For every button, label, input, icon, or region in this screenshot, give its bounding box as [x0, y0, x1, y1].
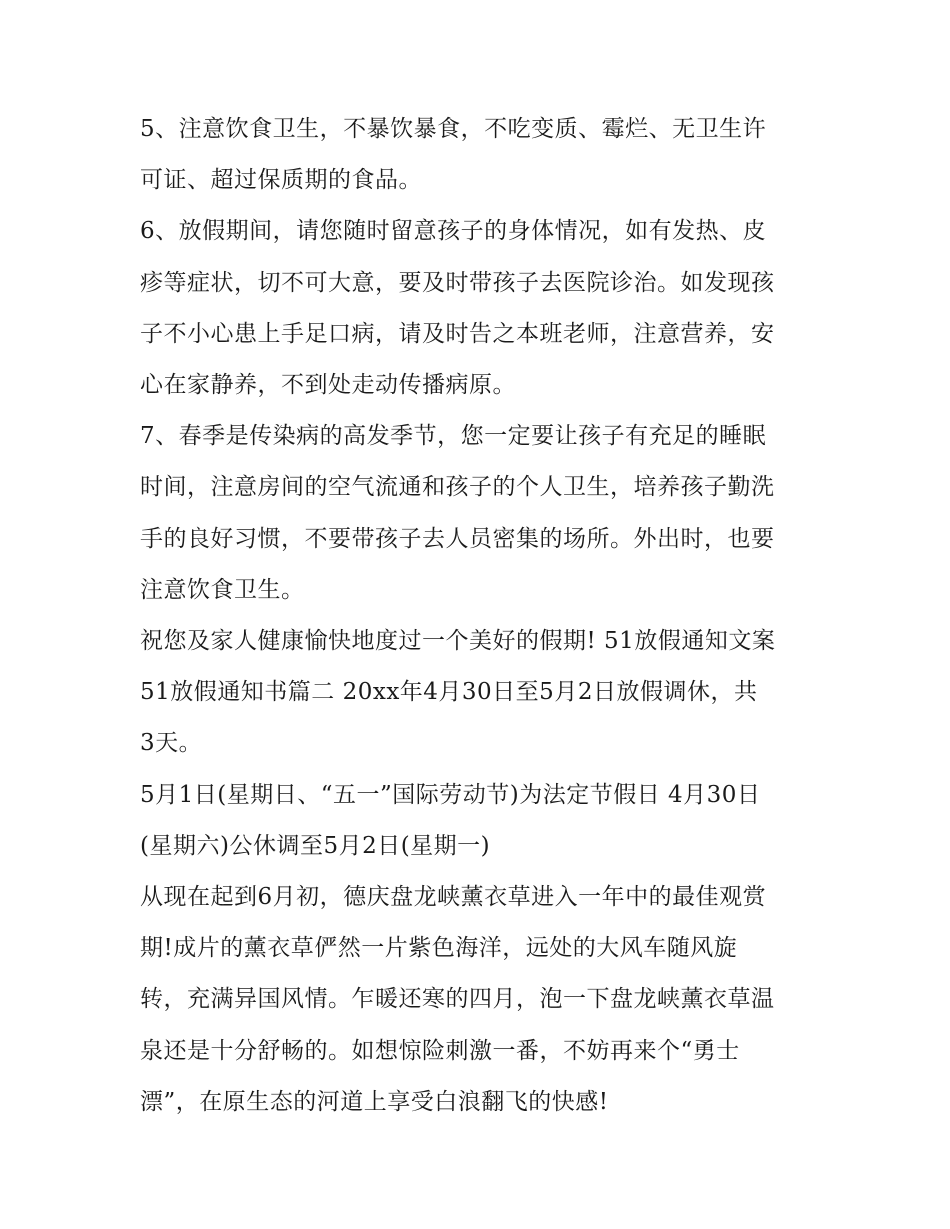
paragraph-holiday-wish: 祝您及家人健康愉快地度过一个美好的假期! 51放假通知文案: [140, 628, 776, 655]
paragraph-item-5: 5、注意饮食卫生，不暴饮暴食，不吃变质、霉烂、无卫生许 可证、超过保质期的食品。: [140, 116, 767, 194]
paragraph-item-7: 7、春季是传染病的高发季节，您一定要让孩子有充足的睡眠 时间，注意房间的空气流通和孩子的个人卫生，培养孩子勤洗 手的良好习惯，不要带孩子去人员密集的场所。外出时，也要 注意饮食卫生。: [140, 423, 775, 603]
paragraph-lavender-promo: 从现在起到6月初，德庆盘龙峡薰衣草进入一年中的最佳观赏 期!成片的薰衣草俨然一片紫色海洋，远处的大风车随风旋 转，充满异国风情。乍暖还寒的四月，泡一下盘龙峡薰衣草温 泉还是十分舒畅的。如想惊险刺激一番，不妨再来个“勇士 漂”，在原生态的河道上享受白浪翻飞的快感!: [140, 884, 775, 1115]
paragraph-item-6: 6、放假期间，请您随时留意孩子的身体情况，如有发热、皮 疹等症状，切不可大意，要及时带孩子去医院诊治。如发现孩 子不小心患上手足口病，请及时告之本班老师，注意营养，安 心在家静养，不到处走动传播病原。: [140, 218, 775, 399]
document-body: [140, 104, 820, 1128]
paragraph-holiday-schedule: 5月1日(星期日、“五一”国际劳动节)为法定节假日 4月30日 (星期六)公休调至5月2日(星期一): [140, 781, 761, 859]
paragraph-holiday-notice: 51放假通知书篇二 20xx年4月30日至5月2日放假调休，共 3天。: [140, 679, 758, 757]
